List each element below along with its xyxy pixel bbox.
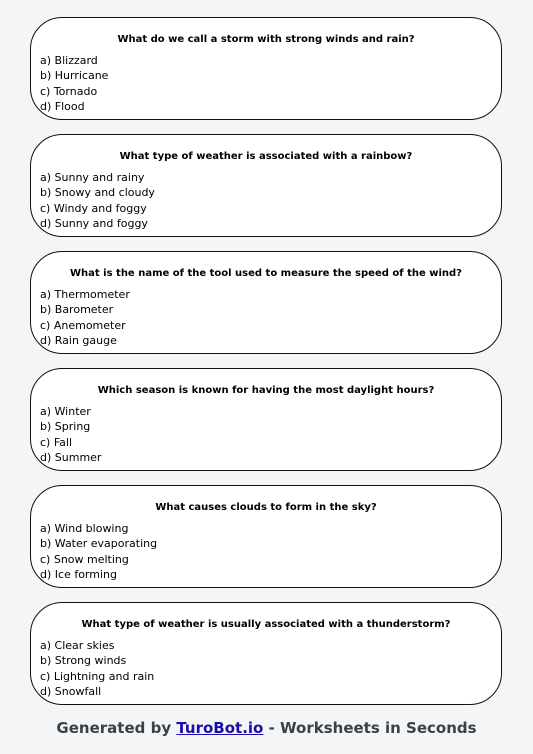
answer-option: b) Hurricane — [40, 69, 109, 83]
footer-suffix: - Worksheets in Seconds — [263, 719, 477, 737]
question-text: Which season is known for having the most daylight hours? — [97, 385, 435, 396]
answer-options — [40, 287, 130, 348]
question-text: What causes clouds to form in the sky? — [155, 502, 377, 513]
question-card — [30, 602, 502, 705]
answer-option: b) Barometer — [40, 303, 114, 317]
answer-options — [40, 404, 101, 465]
question-text: What is the name of the tool used to measure the speed of the wind? — [70, 268, 462, 279]
question-card — [30, 17, 502, 120]
answer-options — [40, 521, 157, 582]
question-card — [30, 251, 502, 354]
answer-option: d) Ice forming — [40, 567, 117, 581]
answer-option: c) Fall — [40, 435, 73, 449]
answer-option: c) Windy and foggy — [40, 201, 147, 215]
footer — [0, 718, 533, 738]
answer-option: c) Snow melting — [40, 552, 129, 566]
question-text: What type of weather is associated with a rainbow? — [119, 151, 413, 162]
answer-option: a) Clear skies — [40, 639, 115, 652]
answer-options — [40, 170, 155, 231]
question-card — [30, 485, 502, 588]
answer-option: c) Tornado — [40, 84, 98, 98]
turobot-link[interactable]: TuroBot.io — [176, 719, 264, 737]
answer-options — [40, 53, 108, 114]
question-card — [30, 368, 502, 471]
question-text: What type of weather is usually associated with a thunderstorm? — [81, 619, 451, 630]
answer-option: b) Strong winds — [40, 654, 127, 668]
answer-option: b) Snowy and cloudy — [40, 186, 155, 200]
answer-options — [40, 638, 154, 699]
question-text: What do we call a storm with strong winds and rain? — [117, 34, 415, 45]
answer-option: c) Lightning and rain — [40, 669, 155, 683]
question-card — [30, 134, 502, 237]
answer-option: c) Anemometer — [40, 318, 126, 332]
answer-option: a) Sunny and rainy — [40, 171, 145, 184]
footer-prefix: Generated by — [56, 719, 177, 737]
answer-option: a) Blizzard — [40, 54, 98, 67]
answer-option: d) Flood — [40, 99, 85, 113]
answer-option: a) Wind blowing — [40, 522, 129, 535]
answer-option: b) Spring — [40, 420, 91, 434]
answer-option: d) Rain gauge — [40, 333, 117, 347]
answer-option: a) Thermometer — [40, 288, 130, 301]
answer-option: d) Sunny and foggy — [40, 216, 148, 230]
answer-option: d) Snowfall — [40, 684, 102, 698]
answer-option: d) Summer — [40, 450, 102, 464]
answer-option: b) Water evaporating — [40, 537, 158, 551]
answer-option: a) Winter — [40, 405, 91, 418]
